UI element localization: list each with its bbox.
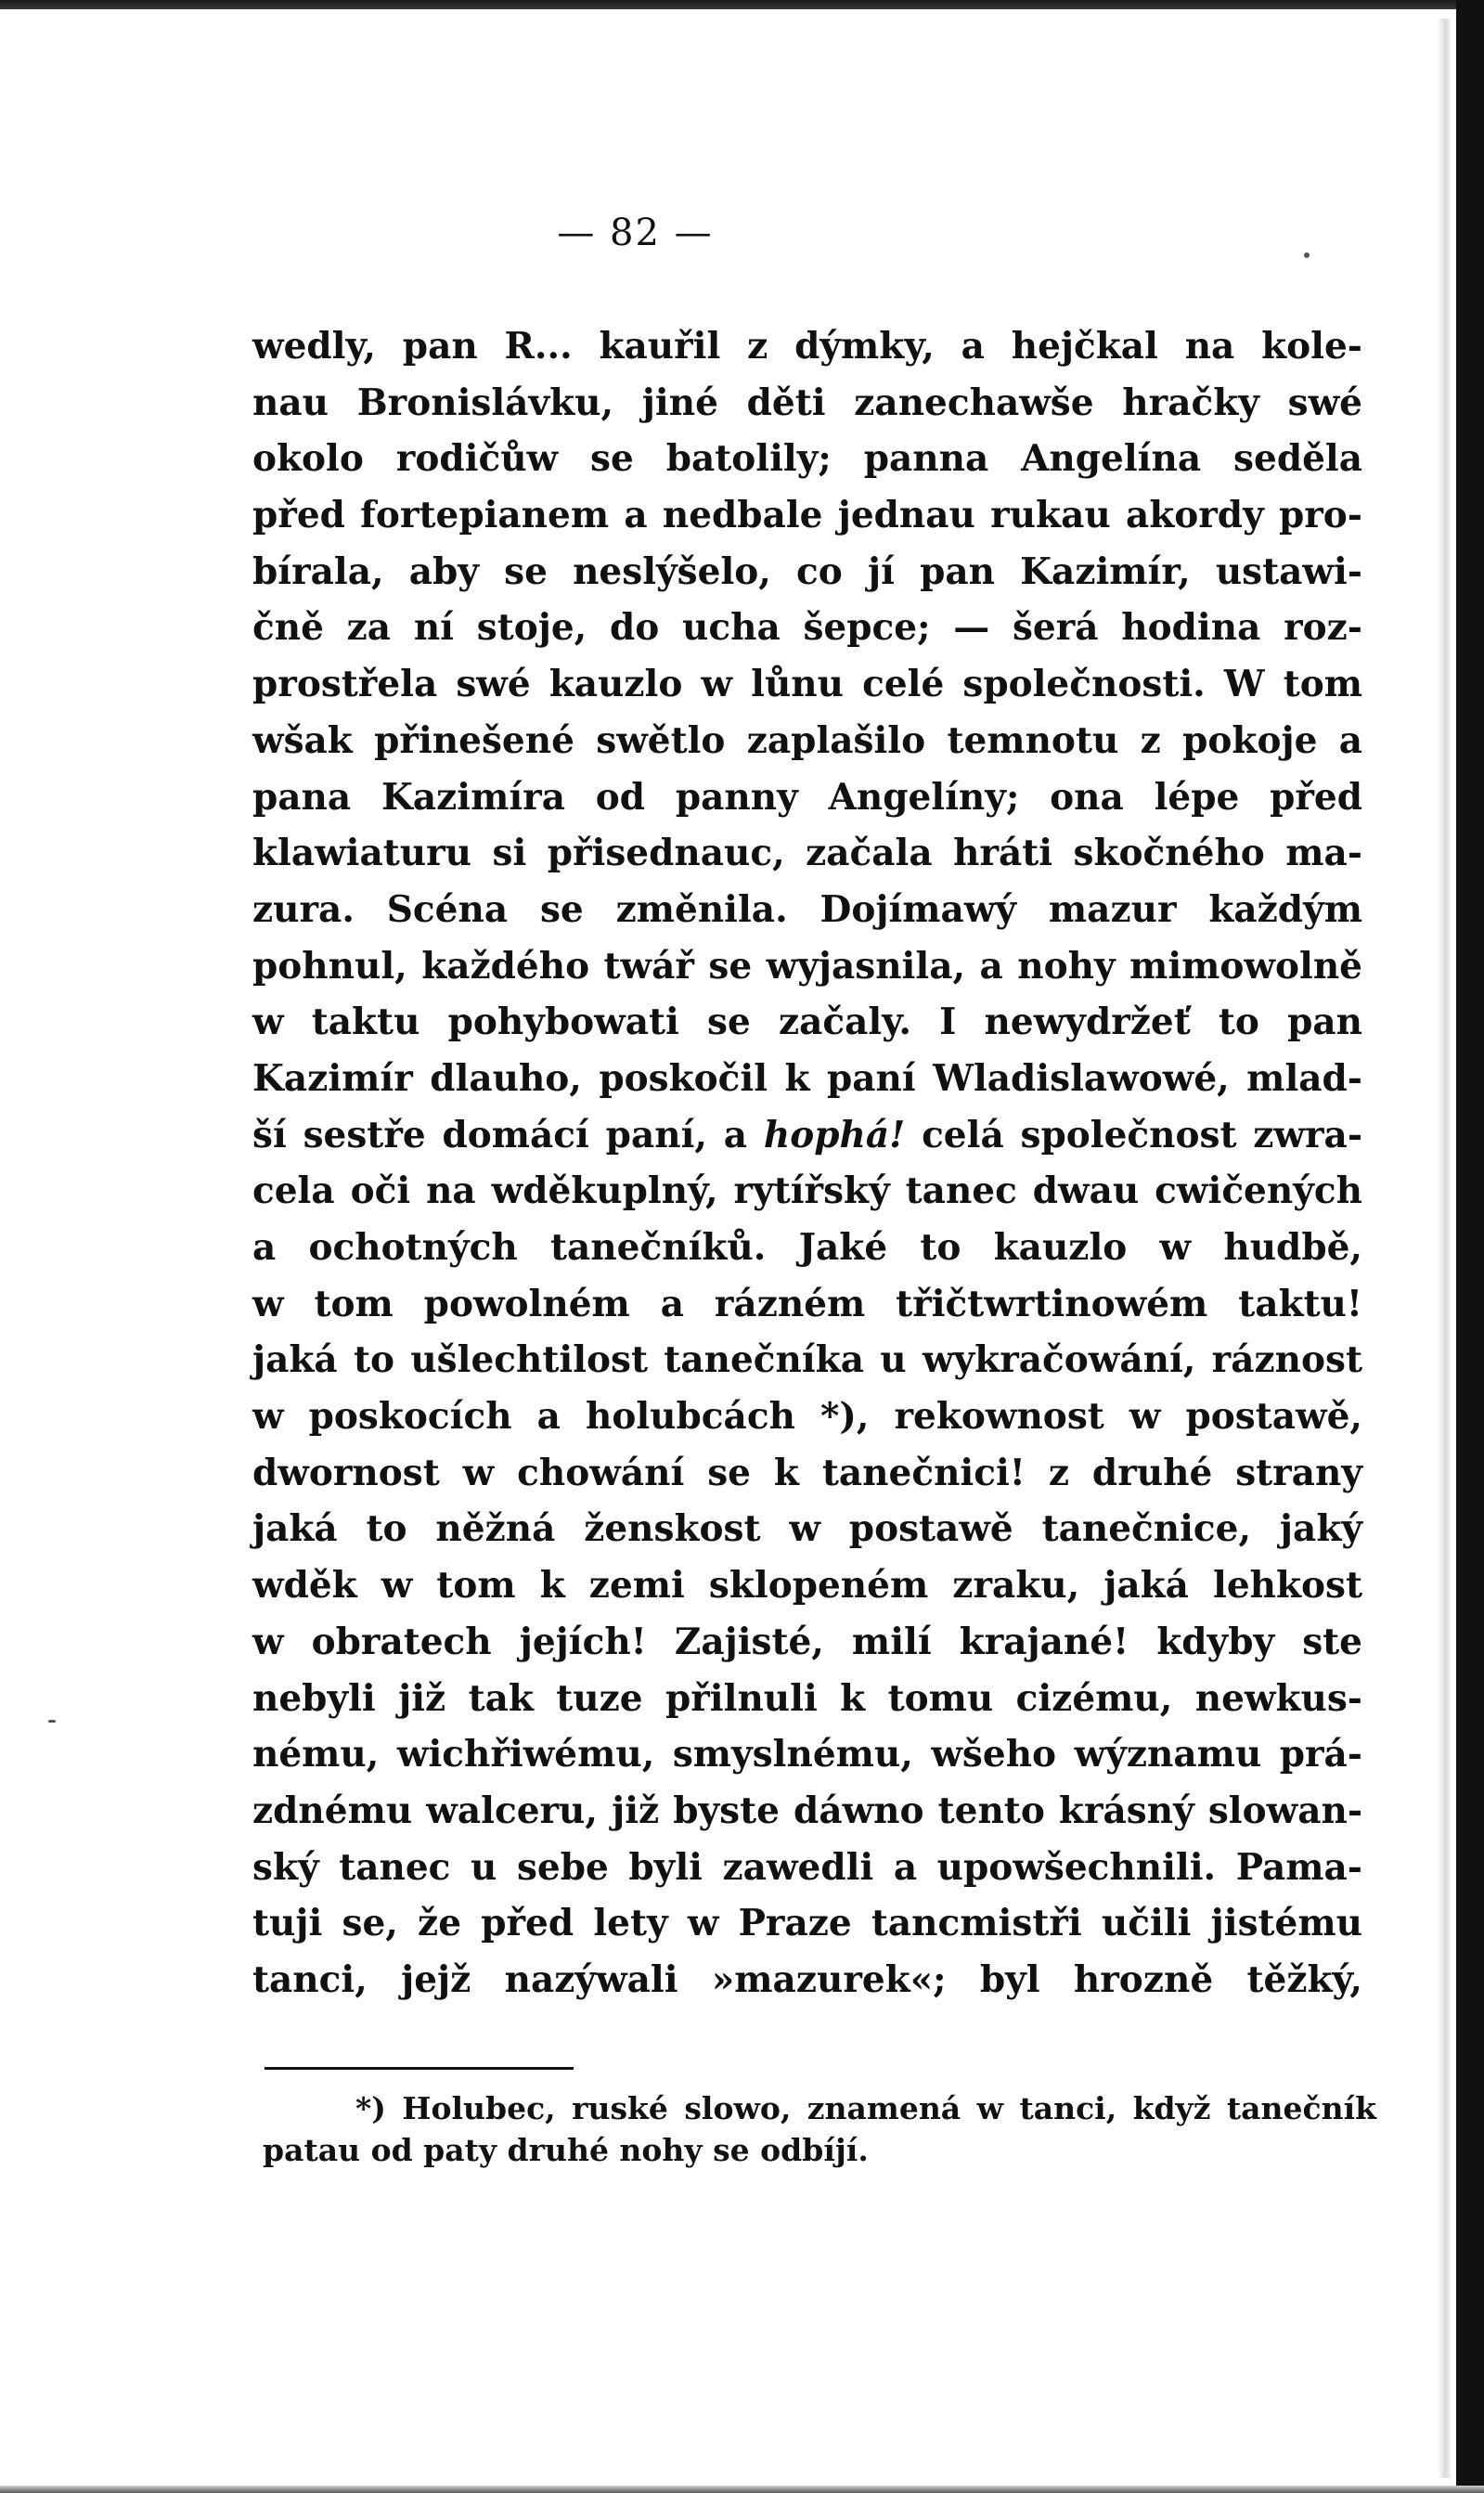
scan-border-right xyxy=(1456,0,1484,2493)
scan-border-top xyxy=(0,0,1484,9)
footnote xyxy=(263,2087,1376,2171)
text-line: w poskocích a holubcách *), rekownost w postawě, xyxy=(252,1395,1362,1439)
footnote-line: *) Holubec, ruské slowo, znamená w tanci, když tanečník xyxy=(355,2090,1376,2126)
text-line: nau Bronislávku, jiné děti zanechawše hračky swé xyxy=(252,381,1362,424)
text-line: tuji se, že před lety w Praze tancmistři učili jistému xyxy=(252,1902,1362,1945)
page-header xyxy=(0,212,1484,254)
text-line: dwornost w chowání se k tanečnici! z druhé strany xyxy=(252,1451,1362,1494)
scan-border-bottom xyxy=(0,2486,1484,2493)
text-line: klawiaturu si přisednauc, začala hráti skočného ma- xyxy=(252,832,1362,875)
page-number: — 82 — xyxy=(557,212,714,254)
text-line: čně za ní stoje, do ucha šepce; — šerá hodina roz- xyxy=(252,606,1362,650)
text-line: nebyli již tak tuze přilnuli k tomu cizému, newkus- xyxy=(252,1676,1362,1720)
text-line: zdnému walceru, již byste dáwno tento krásný slowan- xyxy=(252,1789,1362,1832)
text-line: pana Kazimíra od panny Angelíny; ona lépe před xyxy=(252,775,1362,819)
text-line: w obratech jejích! Zajisté, milí krajané! kdyby ste xyxy=(252,1620,1362,1663)
text-line: před fortepianem a nedbale jednau rukau akordy pro- xyxy=(252,494,1362,537)
text-line: bírala, aby se neslýšelo, co jí pan Kazimír, ustawi- xyxy=(252,549,1362,593)
text-line: Kazimír dlauho, poskočil k paní Wladislawowé, mlad- xyxy=(252,1056,1362,1100)
text-line: w taktu pohybowati se začaly. I newydržeť to pan xyxy=(252,1001,1362,1044)
text-line: nému, wichřiwému, smyslnému, wšeho wýznamu prá- xyxy=(252,1733,1362,1776)
text-line: prostřela swé kauzlo w lůnu celé společnosti. W tom xyxy=(252,663,1362,706)
body-text xyxy=(252,318,1362,2009)
footnote-rule xyxy=(265,2067,574,2070)
text-line: jaká to něžná ženskost w postawě tanečnice, jaký xyxy=(252,1507,1362,1551)
italic-exclamation: hophá! xyxy=(763,1113,906,1156)
text-line: cela oči na wděkuplný, rytířský tanec dwau cwičených xyxy=(252,1169,1362,1213)
text-segment: celá společnost zwra- xyxy=(922,1113,1362,1156)
text-line: zura. Scéna se změnila. Dojímawý mazur každým xyxy=(252,887,1362,931)
text-line: a ochotných tanečníků. Jaké to kauzlo w hudbě, xyxy=(252,1226,1362,1269)
text-segment: ší sestře domácí paní, a xyxy=(252,1113,748,1156)
text-line: tanci, jejž nazýwali »mazurek«; byl hrozně těžký, xyxy=(252,1957,1362,2001)
text-line: jaká to ušlechtilost tanečníka u wykračowání, ráznost xyxy=(252,1338,1362,1382)
text-line: w tom powolném a rázném třičtwrtinowém taktu! xyxy=(252,1282,1362,1325)
footnote-line: patau od paty druhé nohy se odbíjí. xyxy=(263,2132,869,2168)
text-line: ský tanec u sebe byli zawedli a upowšechnili. Pama- xyxy=(252,1845,1362,1889)
page-edge-shadow xyxy=(1438,19,1451,2478)
text-line: wděk w tom k zemi sklopeném zraku, jaká lehkost xyxy=(252,1564,1362,1608)
speck-mark xyxy=(48,1720,56,1723)
text-line: okolo rodičůw se batolily; panna Angelína seděla xyxy=(252,437,1362,481)
text-line: wedly, pan R... kauřil z dýmky, a hejčkal na kole- xyxy=(252,325,1362,368)
text-line-mixed xyxy=(252,1107,1362,1164)
text-line: pohnul, každého twář se wyjasnila, a nohy mimowolně xyxy=(252,944,1362,988)
text-line: wšak přinešené swětlo zaplašilo temnotu z pokoje a xyxy=(252,718,1362,762)
